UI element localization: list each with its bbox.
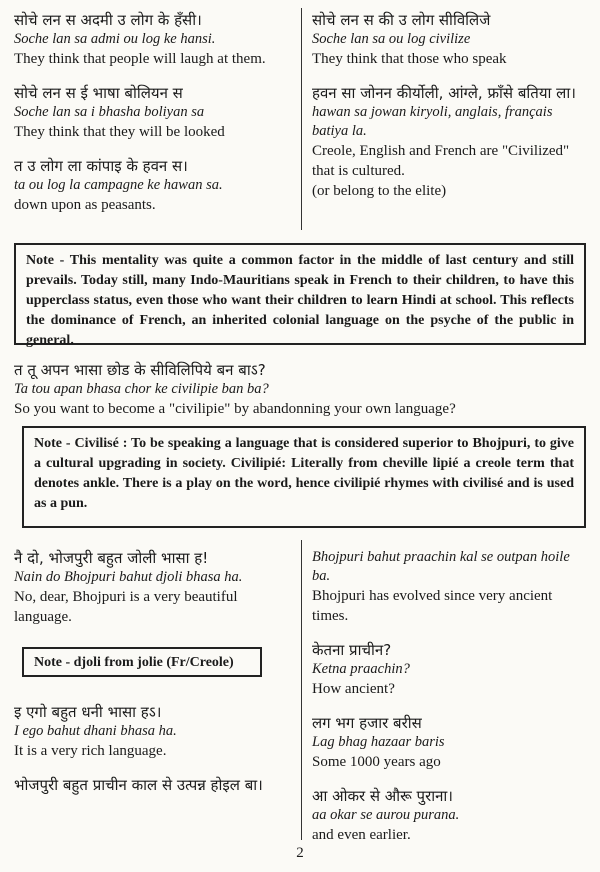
entry xyxy=(312,640,588,699)
translation-line: No, dear, Bhojpuri is a very beautiful language. xyxy=(14,589,238,625)
translation-line: So you want to become a "civilipie" by abandonning your own language? xyxy=(14,401,456,417)
devanagari-line: सोचे लन स ई भाषा बोलियन स xyxy=(14,84,183,102)
right-column-top xyxy=(312,10,588,215)
devanagari-line: लग भग हजार बरीस xyxy=(312,714,422,732)
translation-line: It is a very rich language. xyxy=(14,743,167,759)
translation-line: Some 1000 years ago xyxy=(312,754,441,770)
translation-line: They think that those who speak xyxy=(312,51,507,67)
transliteration-line: Soche lan sa ou log civilize xyxy=(312,31,471,47)
entry xyxy=(14,702,294,761)
transliteration-line: aa okar se aurou purana. xyxy=(312,807,460,823)
translation-line: Bhojpuri has evolved since very ancient times. xyxy=(312,588,553,624)
entry xyxy=(312,786,588,845)
transliteration-line: Nain do Bhojpuri bahut djoli bhasa ha. xyxy=(14,569,243,585)
translation-line: Creole, English and French are "Civilized" that is cultured. xyxy=(312,143,570,179)
translation-line: down upon as peasants. xyxy=(14,197,156,213)
transliteration-line: hawan sa jowan kiryoli, anglais, français batiya la. xyxy=(312,104,553,139)
devanagari-line: भोजपुरी बहुत प्राचीन काल से उत्पन्न होइल बा। xyxy=(14,776,263,794)
transliteration-line: Ta tou apan bhasa chor ke civilipie ban ba? xyxy=(14,381,269,397)
note-box-civilise xyxy=(22,426,586,528)
entry xyxy=(14,156,294,215)
note-box-djoli xyxy=(22,647,262,677)
transliteration-line: I ego bahut dhani bhasa ha. xyxy=(14,723,177,739)
left-column-bottom-2 xyxy=(14,702,294,809)
left-column-top xyxy=(14,10,294,229)
transliteration-line: Soche lan sa i bhasha boliyan sa xyxy=(14,104,205,120)
transliteration-line: Lag bhag hazaar baris xyxy=(312,734,445,750)
translation-line: (or belong to the elite) xyxy=(312,183,447,199)
note-text: Note - djoli from jolie (Fr/Creole) xyxy=(34,655,234,670)
entry xyxy=(14,548,294,627)
middle-entry xyxy=(14,360,586,419)
note-text: Note - This mentality was quite a common factor in the middle of last century and still prevails. Today still, many Indo-Mauritians speak in French to their children, to have this upperclass status, even those who want their children to learn Hindi at school. This reflects the dominance of French, an inherited colonial language on the psyche of the public in general. xyxy=(26,253,574,348)
entry xyxy=(312,83,588,201)
translation-line: How ancient? xyxy=(312,681,395,697)
left-column-bottom xyxy=(14,548,294,641)
devanagari-line: आ ओकर से औरू पुराना। xyxy=(312,787,453,805)
devanagari-line: सोचे लन स अदमी उ लोग के हँसी। xyxy=(14,11,202,29)
devanagari-line: त उ लोग ला कांपाइ के हवन स। xyxy=(14,157,188,175)
entry xyxy=(312,10,588,69)
entry xyxy=(14,775,294,795)
devanagari-line: हवन सा जोनन कीर्योली, आंग्ले, फ्राँसे बतिया ला। xyxy=(312,84,576,102)
page-number: 2 xyxy=(296,845,304,861)
note-box-mentality xyxy=(14,243,586,348)
devanagari-line: नै दो, भोजपुरी बहुत जोली भासा ह! xyxy=(14,549,209,567)
column-divider-top xyxy=(301,8,302,230)
entry xyxy=(14,83,294,142)
devanagari-line: त तू अपन भासा छोड के सीविलिपिये बन बाऽ? xyxy=(14,361,266,379)
translation-line: They think that people will laugh at them. xyxy=(14,51,266,67)
transliteration-line: Bhojpuri bahut praachin kal se outpan hoile ba. xyxy=(312,549,570,584)
devanagari-line: सोचे लन स की उ लोग सीविलिजे xyxy=(312,11,491,29)
transliteration-line: ta ou log la campagne ke hawan sa. xyxy=(14,177,223,193)
column-divider-bottom xyxy=(301,540,302,840)
right-column-bottom xyxy=(312,548,588,859)
entry xyxy=(312,713,588,772)
entry xyxy=(312,548,588,626)
transliteration-line: Soche lan sa admi ou log ke hansi. xyxy=(14,31,216,47)
entry xyxy=(14,10,294,69)
transliteration-line: Ketna praachin? xyxy=(312,661,410,677)
devanagari-line: इ एगो बहुत धनी भासा हऽ। xyxy=(14,703,162,721)
devanagari-line: केतना प्राचीन? xyxy=(312,641,392,659)
translation-line: They think that they will be looked xyxy=(14,124,225,140)
note-text: Note - Civilisé : To be speaking a language that is considered superior to Bhojpuri, to give a cultural upgrading in society. Civilipié: Literally from cheville lipié a creole term that denotes ankle. There is a play on the word, hence civilipié rhymes with civilisé and is used as a pun. xyxy=(34,436,574,511)
translation-line: and even earlier. xyxy=(312,827,411,843)
